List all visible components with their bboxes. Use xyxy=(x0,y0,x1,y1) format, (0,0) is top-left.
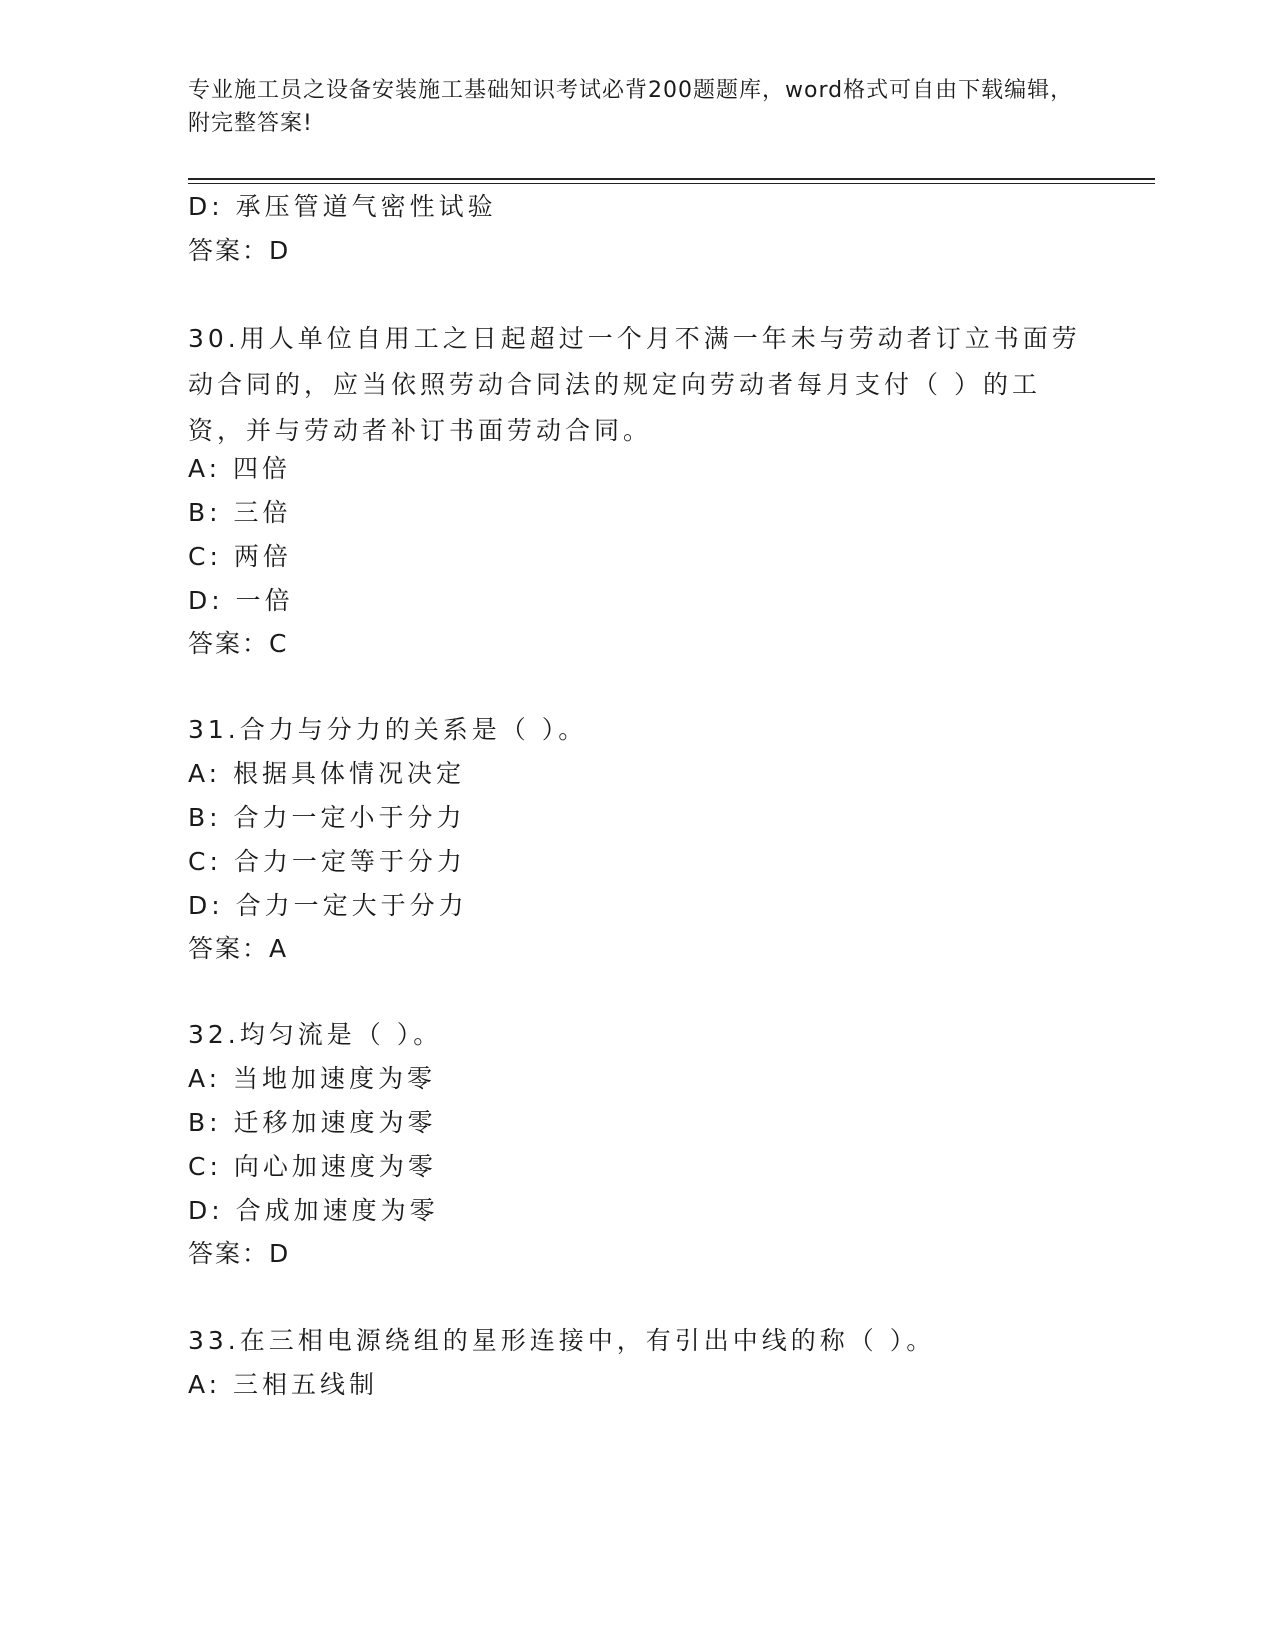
question-32-option-c: C: 向心加速度为零 xyxy=(188,1152,437,1181)
question-33-option-a: A: 三相五线制 xyxy=(188,1370,379,1399)
question-31-option-d: D: 合力一定大于分力 xyxy=(188,891,468,920)
question-30-option-c: C: 两倍 xyxy=(188,542,292,571)
document-header: 专业施工员之设备安装施工基础知识考试必背200题题库，word格式可自由下载编辑，附完整答案! xyxy=(188,78,1074,136)
question-31-option-a: A: 根据具体情况决定 xyxy=(188,759,466,788)
option-d: D: 承压管道气密性试验 xyxy=(188,192,497,221)
question-30-option-a: A: 四倍 xyxy=(188,454,292,483)
question-32-stem: 32.均匀流是（ ）。 xyxy=(188,1020,443,1049)
question-31-option-c: C: 合力一定等于分力 xyxy=(188,847,466,876)
question-32-option-d: D: 合成加速度为零 xyxy=(188,1196,439,1225)
header-divider xyxy=(188,178,1155,180)
header-divider-thin xyxy=(188,183,1155,184)
question-31-option-b: B: 合力一定小于分力 xyxy=(188,803,466,832)
question-32-answer: 答案：D xyxy=(188,1239,291,1268)
question-30-option-d: D: 一倍 xyxy=(188,586,294,615)
question-30-stem: 30.用人单位自用工之日起超过一个月不满一年未与劳动者订立书面劳动合同的，应当依照劳动合同法的规定向劳动者每月支付（ ）的工资，并与劳动者补订书面劳动合同。 xyxy=(188,324,1081,445)
question-31-stem: 31.合力与分力的关系是（ ）。 xyxy=(188,715,588,744)
question-31-answer: 答案：A xyxy=(188,934,289,963)
question-32-option-b: B: 迁移加速度为零 xyxy=(188,1108,437,1137)
answer: 答案：D xyxy=(188,236,291,265)
question-33-stem: 33.在三相电源绕组的星形连接中，有引出中线的称（ ）。 xyxy=(188,1326,936,1355)
question-32-option-a: A: 当地加速度为零 xyxy=(188,1064,437,1093)
question-30-answer: 答案：C xyxy=(188,629,289,658)
question-30-option-b: B: 三倍 xyxy=(188,498,292,527)
